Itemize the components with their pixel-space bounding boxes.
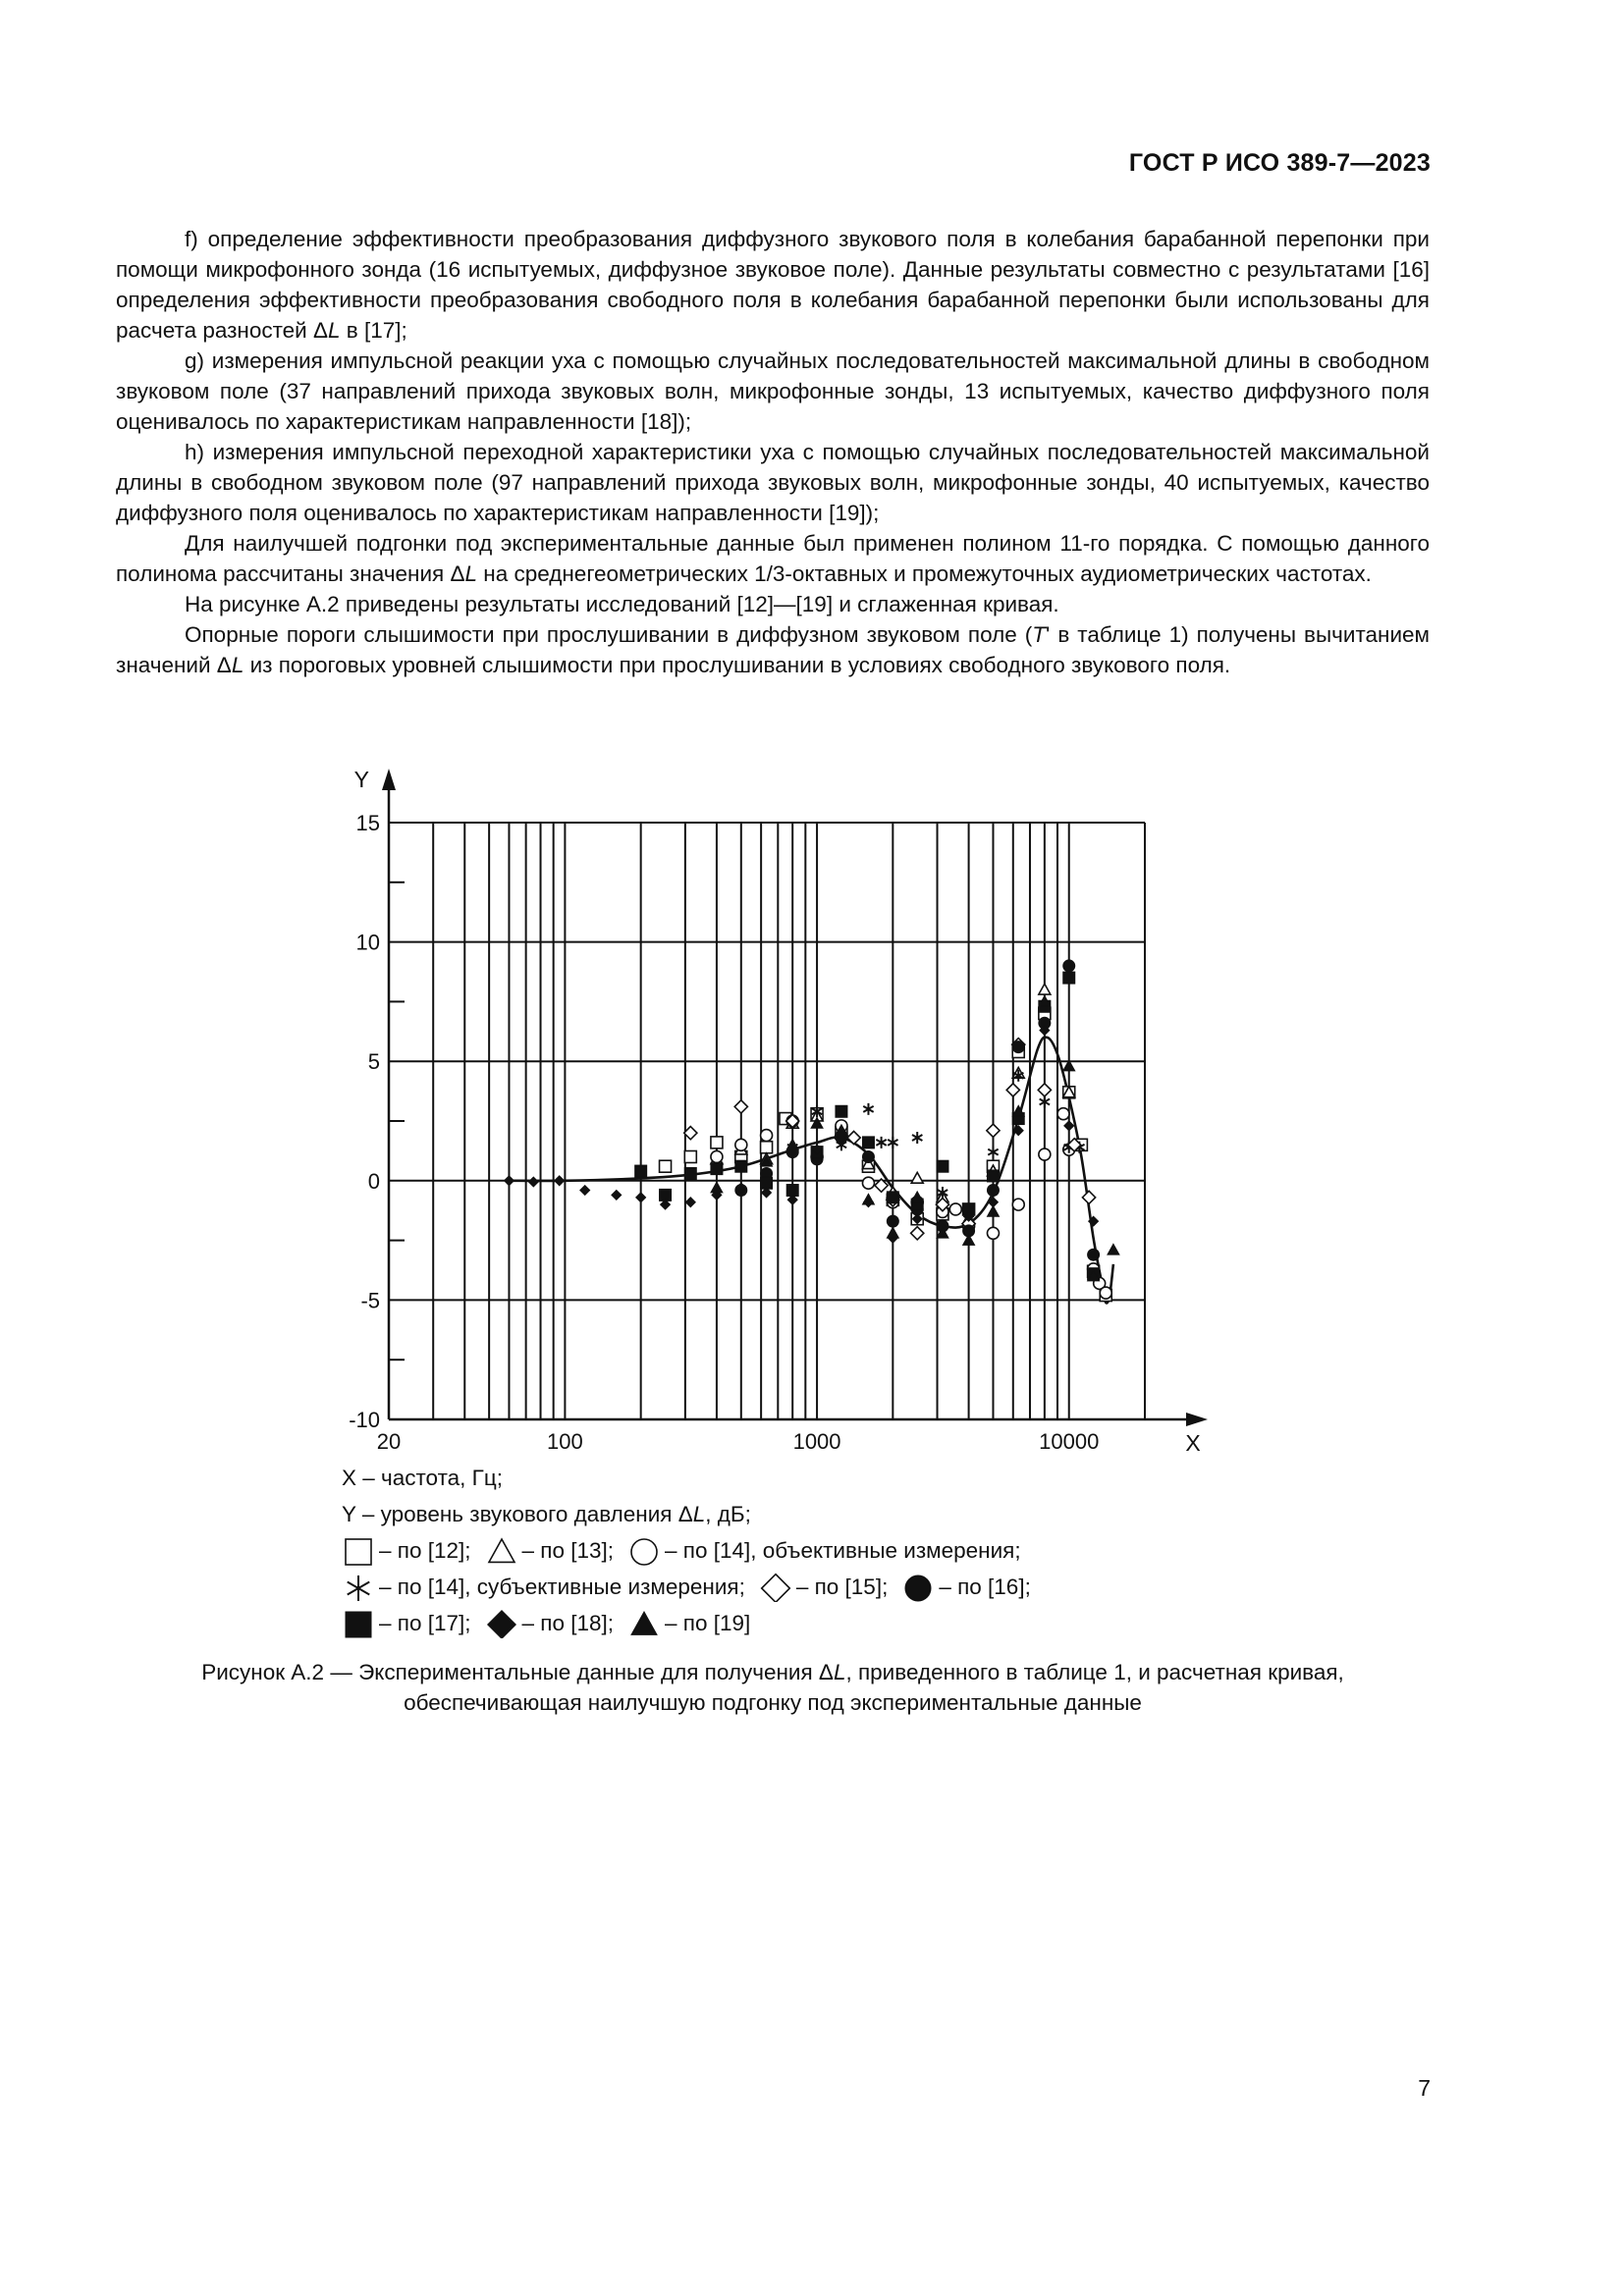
legend-marker-asterisk-icon (342, 1573, 375, 1602)
legend-row (342, 1569, 1045, 1605)
legend-marker-diamond-open-icon (759, 1573, 792, 1602)
data-point (887, 1192, 898, 1203)
x-axis-label: X (1185, 1430, 1201, 1456)
data-point (636, 1193, 646, 1202)
legend-marker-square-open-icon (342, 1536, 375, 1566)
y-tick-label: -10 (349, 1408, 380, 1432)
legend-row (342, 1605, 1045, 1641)
legend-label: – по [14], субъективные измерения; (379, 1575, 745, 1599)
data-point (836, 1105, 847, 1117)
x-tick-label: 1000 (792, 1429, 841, 1454)
chart-grid (389, 823, 1145, 1419)
data-point (711, 1163, 723, 1175)
data-point (1063, 960, 1075, 972)
legend-marker (487, 1610, 515, 1637)
data-point (911, 1192, 923, 1202)
data-point (1040, 1096, 1050, 1108)
data-point (735, 1139, 747, 1150)
paragraph-figure-reference: На рисунке А.2 приведены результаты исследований [12]—[19] и сглаженная кривая. (185, 592, 1059, 616)
legend-item (342, 1532, 471, 1569)
data-point (863, 1103, 873, 1115)
data-point (734, 1100, 747, 1113)
legend-item (342, 1569, 745, 1605)
legend-marker-triangle-filled-icon (627, 1609, 661, 1638)
data-point (911, 1227, 924, 1240)
data-point (612, 1190, 622, 1200)
y-tick-label: 0 (367, 1168, 380, 1194)
x-tick-label: 100 (547, 1429, 583, 1454)
data-point (1088, 1249, 1100, 1260)
data-point (988, 1147, 998, 1158)
data-point (987, 1205, 999, 1216)
paragraph-thresholds: Опорные пороги слышимости при прослушивании в диффузном звуковом поле (T' в таблице 1) получены вычитанием значений ΔL из пороговых уровней слышимости при прослушивании в условиях свободного звукового поля. (116, 622, 1430, 677)
legend-row (342, 1532, 1045, 1569)
data-point (711, 1182, 723, 1193)
data-point (1063, 972, 1075, 984)
data-point (987, 1227, 999, 1239)
x-tick-label: 10000 (1039, 1429, 1100, 1454)
data-point (862, 1194, 874, 1204)
data-point (1012, 1199, 1024, 1210)
paragraph-f: f) определение эффективности преобразования диффузного звукового поля в колебания барабанной перепонки при помощи микрофонного зонда (16 испытуемых, диффузное звуковое поле). Данные результаты совместно с результатами [16] определения эффективности преобразования свободного поля в колебания барабанной перепонки были использованы для расчета разностей ΔL в [17]; (116, 227, 1430, 343)
legend-label: – по [16]; (939, 1575, 1031, 1599)
data-point (937, 1160, 948, 1172)
data-point (1006, 1084, 1019, 1096)
legend-item (485, 1605, 615, 1641)
series-diamond-open (684, 1039, 1096, 1240)
caption-line-2: обеспечивающая наилучшую подгонку под экспериментальные данные (404, 1690, 1142, 1715)
chart-axes (382, 769, 1208, 1426)
data-point (684, 1168, 696, 1180)
legend-item (485, 1532, 615, 1569)
y-tick-label: -5 (360, 1288, 380, 1313)
data-point (888, 1137, 897, 1148)
paragraph-polynom: Для наилучшей подгонки под экспериментальные данные был применен полином 11-го порядка. С помощью данного полинома рассчитаны значения ΔL на среднегеометрических 1/3-октавных и промежуточных аудиометрических частотах. (116, 531, 1430, 586)
data-point (505, 1176, 514, 1186)
legend-label: – по [18]; (521, 1611, 614, 1635)
page-number: 7 (1418, 2075, 1431, 2101)
data-point (911, 1172, 923, 1183)
x-axis-arrow (1186, 1413, 1208, 1426)
data-point (862, 1150, 874, 1162)
data-point (1082, 1191, 1095, 1203)
data-point (1038, 1084, 1051, 1096)
legend-marker (631, 1539, 657, 1565)
data-point (987, 1124, 1000, 1137)
data-point (1039, 984, 1051, 994)
data-point (887, 1215, 898, 1227)
series-diamond-filled (505, 1026, 1099, 1243)
legend-marker-circle-filled-icon (901, 1573, 935, 1602)
data-point (1057, 1108, 1069, 1120)
data-point (1064, 1121, 1074, 1131)
legend-marker (489, 1539, 514, 1562)
data-point (847, 1131, 860, 1144)
caption-line-1: Рисунок А.2 — Экспериментальные данные для получения ΔL, приведенного в таблице 1, и расчетная кривая, (201, 1660, 1344, 1684)
data-point (635, 1165, 647, 1177)
x-tick-label: 20 (376, 1429, 402, 1454)
data-point (735, 1160, 747, 1172)
legend-item (342, 1605, 471, 1641)
y-tick-label: 5 (367, 1049, 380, 1075)
data-point (876, 1137, 886, 1148)
figure-legend (342, 1460, 1045, 1641)
data-point (761, 1130, 773, 1142)
data-point (711, 1150, 723, 1162)
legend-marker (346, 1539, 371, 1565)
legend-marker (905, 1575, 931, 1601)
data-point (862, 1177, 874, 1189)
legend-marker (762, 1574, 790, 1601)
data-point (1039, 1148, 1051, 1160)
legend-item (627, 1605, 750, 1641)
legend-marker (348, 1575, 370, 1601)
data-point (1012, 1041, 1024, 1053)
data-points-group (505, 960, 1119, 1302)
legend-axis-y: Y – уровень звукового давления Δ L , дБ; (342, 1502, 751, 1526)
data-point (761, 1142, 773, 1153)
figure-a2-chart (0, 746, 1624, 1472)
legend-label: – по [19] (665, 1611, 751, 1635)
legend-marker-square-filled-icon (342, 1609, 375, 1638)
legend-item (627, 1532, 1021, 1569)
y-tick-label: 15 (355, 811, 380, 835)
standard-header: ГОСТ Р ИСО 389-7—2023 (1128, 149, 1431, 177)
paragraph-h: h) измерения импульсной переходной характеристики уха с помощью случайных последовательностей максимальной длины в свободном звуковом поле (97 направлений прихода звуковых волн, микрофонные зонды, 40 испытуемых, качество диффузного поля оценивалось по характеристикам направленности [19]); (116, 440, 1430, 525)
data-point (528, 1177, 538, 1187)
y-axis-arrow (382, 769, 396, 790)
data-point (555, 1176, 565, 1186)
legend-marker-diamond-filled-icon (485, 1609, 518, 1638)
data-point (987, 1185, 999, 1197)
legend-item (901, 1569, 1031, 1605)
figure-caption (116, 1657, 1430, 1718)
y-tick-label: 10 (355, 930, 380, 955)
legend-label: – по [14], объективные измерения; (665, 1538, 1021, 1563)
data-point (987, 1170, 999, 1182)
data-point (949, 1203, 961, 1215)
legend-label: – по [13]; (521, 1538, 614, 1563)
series-asterisk (787, 1070, 1085, 1225)
legend-axis-x: X – частота, Гц; (342, 1466, 503, 1490)
legend-marker (631, 1612, 657, 1634)
data-point (1108, 1244, 1119, 1255)
data-point (711, 1137, 723, 1148)
legend-marker-triangle-open-icon (485, 1536, 518, 1566)
body-text (116, 224, 1430, 680)
legend-label: – по [17]; (379, 1611, 471, 1635)
data-point (660, 1160, 672, 1172)
data-point (862, 1137, 874, 1148)
data-point (1100, 1287, 1111, 1299)
legend-marker-circle-open-icon (627, 1536, 661, 1566)
data-point (580, 1186, 590, 1196)
y-axis-label: Y (353, 767, 369, 792)
data-point (685, 1198, 695, 1207)
data-point (887, 1227, 898, 1238)
data-point (963, 1235, 975, 1246)
data-point (912, 1132, 922, 1144)
legend-label: – по [12]; (379, 1538, 471, 1563)
paragraph-g: g) измерения импульсной реакции уха с помощью случайных последовательностей максимальной длины в свободном звуковом поле (37 направлений прихода звуковых волн, микрофонные зонды, 13 испытуемых, качество диффузного поля оценивалось по характеристикам направленности [18]); (116, 348, 1430, 434)
data-point (684, 1150, 696, 1162)
legend-item (759, 1569, 889, 1605)
legend-marker (346, 1612, 371, 1637)
legend-label: – по [15]; (795, 1575, 889, 1599)
